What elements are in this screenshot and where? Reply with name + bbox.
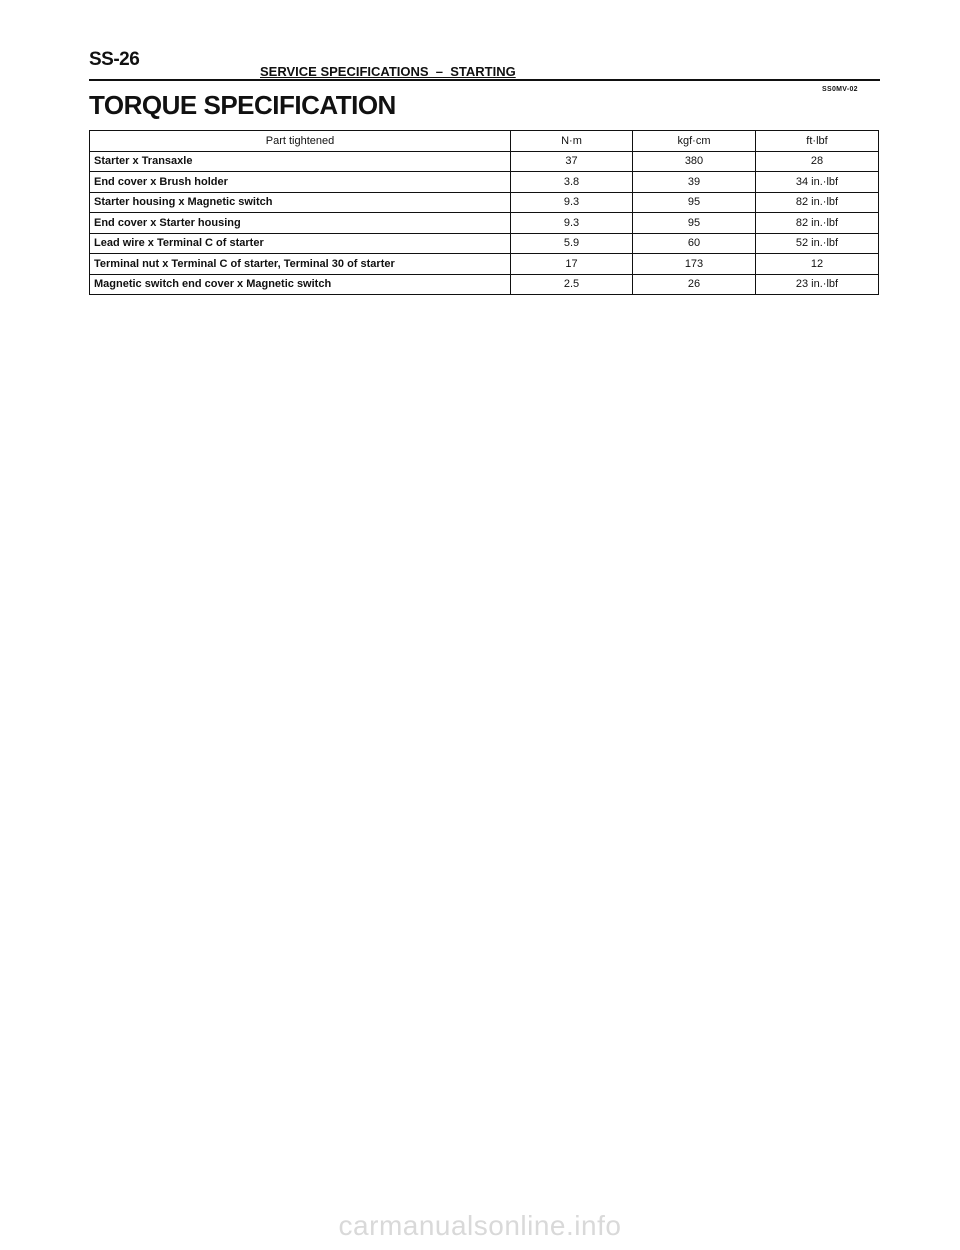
nm-value-cell: 37: [511, 151, 633, 172]
table-row: [90, 192, 879, 213]
table-row: [90, 151, 879, 172]
section-header: SERVICE SPECIFICATIONS – STARTING: [260, 64, 516, 79]
nm-value-cell: 3.8: [511, 172, 633, 193]
part-name-cell: End cover x Brush holder: [90, 172, 511, 193]
ftlbf-value-cell: 82 in.·lbf: [756, 213, 879, 234]
column-header-part: Part tightened: [90, 131, 511, 152]
nm-value-cell: 9.3: [511, 213, 633, 234]
ftlbf-value-cell: 23 in.·lbf: [756, 274, 879, 295]
nm-value-cell: 9.3: [511, 192, 633, 213]
ftlbf-value-cell: 82 in.·lbf: [756, 192, 879, 213]
kgfcm-value-cell: 95: [633, 192, 756, 213]
table-row: [90, 233, 879, 254]
kgfcm-value-cell: 95: [633, 213, 756, 234]
ftlbf-value-cell: 52 in.·lbf: [756, 233, 879, 254]
nm-value-cell: 17: [511, 254, 633, 275]
page-title: TORQUE SPECIFICATION: [89, 90, 396, 120]
table-row: [90, 213, 879, 234]
part-name-cell: End cover x Starter housing: [90, 213, 511, 234]
kgfcm-value-cell: 60: [633, 233, 756, 254]
kgfcm-value-cell: 173: [633, 254, 756, 275]
part-name-cell: Terminal nut x Terminal C of starter, Terminal 30 of starter: [90, 254, 511, 275]
column-header-kgfcm: kgf·cm: [633, 131, 756, 152]
part-name-cell: Starter housing x Magnetic switch: [90, 192, 511, 213]
watermark: carmanualsonline.info: [338, 1210, 622, 1241]
column-header-nm: N·m: [511, 131, 633, 152]
kgfcm-value-cell: 26: [633, 274, 756, 295]
table-row: [90, 254, 879, 275]
torque-specification-table: [89, 130, 879, 295]
part-name-cell: Lead wire x Terminal C of starter: [90, 233, 511, 254]
part-name-cell: Magnetic switch end cover x Magnetic switch: [90, 274, 511, 295]
ftlbf-value-cell: 12: [756, 254, 879, 275]
table-row: [90, 274, 879, 295]
ftlbf-value-cell: 34 in.·lbf: [756, 172, 879, 193]
header-divider: [89, 79, 880, 81]
table-row: [90, 172, 879, 193]
nm-value-cell: 5.9: [511, 233, 633, 254]
page-number: SS-26: [89, 49, 140, 70]
table-header-row: [90, 131, 879, 152]
reference-code: SS0MV-02: [822, 86, 858, 93]
ftlbf-value-cell: 28: [756, 151, 879, 172]
kgfcm-value-cell: 380: [633, 151, 756, 172]
part-name-cell: Starter x Transaxle: [90, 151, 511, 172]
column-header-ftlbf: ft·lbf: [756, 131, 879, 152]
nm-value-cell: 2.5: [511, 274, 633, 295]
kgfcm-value-cell: 39: [633, 172, 756, 193]
